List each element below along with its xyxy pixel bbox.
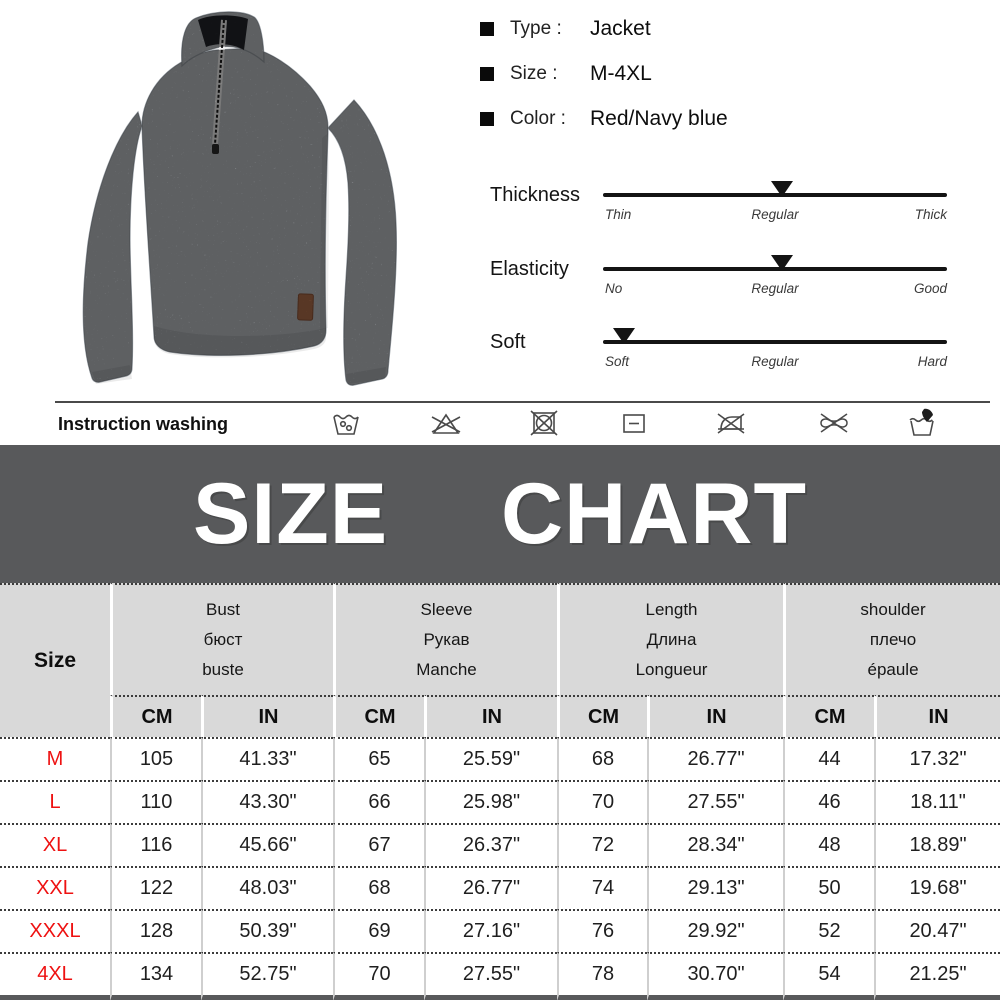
scale-track bbox=[603, 267, 947, 271]
attribute-value: Jacket bbox=[590, 16, 651, 40]
size-cell: M bbox=[0, 737, 110, 780]
scale-right-label: Good bbox=[913, 281, 947, 296]
scale-left-label: Soft bbox=[605, 354, 630, 369]
scale-name: Soft bbox=[490, 331, 526, 353]
table-row bbox=[0, 909, 1000, 952]
unit-header-row bbox=[0, 695, 1000, 737]
measurement-cell: 69 bbox=[333, 909, 424, 952]
measurement-cell: 78 bbox=[557, 952, 647, 1000]
header-en: Bust bbox=[205, 600, 241, 619]
size-cell: XL bbox=[0, 823, 110, 866]
attribute-type bbox=[480, 6, 1000, 51]
measurement-cell: 72 bbox=[557, 823, 647, 866]
attribute-size bbox=[480, 51, 1000, 96]
horizontal-divider bbox=[55, 401, 990, 403]
attribute-color bbox=[480, 96, 1000, 141]
table-row bbox=[0, 780, 1000, 823]
measurement-cell: 46 bbox=[783, 780, 874, 823]
scale-name: Thickness bbox=[490, 184, 581, 206]
soft-scale bbox=[480, 310, 1000, 382]
measurement-cell: 18.11" bbox=[874, 780, 1000, 823]
header-fr: épaule bbox=[867, 660, 919, 679]
dry-flat-icon bbox=[618, 406, 650, 440]
scale-right-label: Hard bbox=[917, 354, 947, 369]
unit-header: CM bbox=[110, 695, 201, 737]
washing-instructions-label: Instruction washing bbox=[58, 414, 229, 434]
hand-wash-icon bbox=[906, 406, 938, 440]
header-ru: бюст bbox=[203, 630, 243, 649]
measurement-cell: 26.77" bbox=[424, 866, 557, 909]
measurement-cell: 26.37" bbox=[424, 823, 557, 866]
attribute-value: Red/Navy blue bbox=[590, 106, 728, 130]
table-row bbox=[0, 823, 1000, 866]
product-photo bbox=[30, 8, 470, 400]
measurement-cell: 70 bbox=[333, 952, 424, 1000]
measurement-cell: 128 bbox=[110, 909, 201, 952]
table-row bbox=[0, 866, 1000, 909]
measurement-cell: 43.30" bbox=[201, 780, 333, 823]
header-fr: buste bbox=[202, 660, 244, 679]
sleeve-header bbox=[333, 583, 557, 695]
scale-track bbox=[603, 193, 947, 197]
unit-header: IN bbox=[874, 695, 1000, 737]
size-cell: XXXL bbox=[0, 909, 110, 952]
measurement-cell: 122 bbox=[110, 866, 201, 909]
measurement-cell: 105 bbox=[110, 737, 201, 780]
measurement-cell: 74 bbox=[557, 866, 647, 909]
measurement-cell: 25.59" bbox=[424, 737, 557, 780]
square-bullet-icon bbox=[480, 22, 494, 36]
scale-center-label: Regular bbox=[751, 354, 799, 369]
measurement-cell: 28.34" bbox=[647, 823, 783, 866]
scale-marker-icon bbox=[771, 255, 793, 271]
measurement-cell: 27.16" bbox=[424, 909, 557, 952]
do-not-iron-icon bbox=[715, 406, 747, 440]
do-not-tumble-dry-icon bbox=[528, 406, 560, 440]
shoulder-header bbox=[783, 583, 1000, 695]
measurement-cell: 66 bbox=[333, 780, 424, 823]
measurement-cell: 54 bbox=[783, 952, 874, 1000]
length-header bbox=[557, 583, 783, 695]
size-corner-header: Size bbox=[0, 583, 110, 737]
measurement-cell: 76 bbox=[557, 909, 647, 952]
measurement-cell: 110 bbox=[110, 780, 201, 823]
size-chart-title: SIZE CHART bbox=[193, 465, 807, 562]
unit-header: CM bbox=[557, 695, 647, 737]
measurement-cell: 20.47" bbox=[874, 909, 1000, 952]
size-cell: 4XL bbox=[0, 952, 110, 1000]
measurement-cell: 50.39" bbox=[201, 909, 333, 952]
attribute-label: Color : bbox=[510, 107, 566, 129]
attribute-label: Size : bbox=[510, 62, 558, 84]
scale-labels bbox=[603, 281, 947, 299]
scale-labels bbox=[603, 207, 947, 225]
measurement-cell: 27.55" bbox=[424, 952, 557, 1000]
measurement-cell: 27.55" bbox=[647, 780, 783, 823]
scale-track bbox=[603, 340, 947, 344]
measurement-cell: 134 bbox=[110, 952, 201, 1000]
unit-header: CM bbox=[333, 695, 424, 737]
measurement-cell: 25.98" bbox=[424, 780, 557, 823]
measurement-cell: 30.70" bbox=[647, 952, 783, 1000]
size-chart-banner bbox=[0, 445, 1000, 583]
square-bullet-icon bbox=[480, 112, 494, 126]
unit-header: IN bbox=[647, 695, 783, 737]
measurement-cell: 70 bbox=[557, 780, 647, 823]
measurement-cell: 17.32" bbox=[874, 737, 1000, 780]
measurement-cell: 116 bbox=[110, 823, 201, 866]
measurement-cell: 44 bbox=[783, 737, 874, 780]
do-not-wring-icon bbox=[818, 406, 850, 440]
machine-wash-icon bbox=[330, 406, 362, 440]
header-en: shoulder bbox=[860, 600, 926, 619]
measurement-cell: 29.13" bbox=[647, 866, 783, 909]
measurement-cell: 41.33" bbox=[201, 737, 333, 780]
scale-left-label: No bbox=[605, 281, 623, 296]
scale-name: Elasticity bbox=[490, 258, 569, 280]
elasticity-scale bbox=[480, 237, 1000, 309]
measurement-cell: 26.77" bbox=[647, 737, 783, 780]
header-ru: плечо bbox=[869, 630, 917, 649]
size-chart-table bbox=[0, 583, 1000, 1000]
measurement-cell: 18.89" bbox=[874, 823, 1000, 866]
measurement-cell: 65 bbox=[333, 737, 424, 780]
scale-left-label: Thin bbox=[605, 207, 632, 222]
measurement-cell: 67 bbox=[333, 823, 424, 866]
measurement-cell: 50 bbox=[783, 866, 874, 909]
measurement-cell: 21.25" bbox=[874, 952, 1000, 1000]
scale-center-label: Regular bbox=[751, 207, 799, 222]
bust-header bbox=[110, 583, 333, 695]
jacket-illustration bbox=[30, 8, 470, 400]
header-fr: Manche bbox=[416, 660, 477, 679]
scale-center-label: Regular bbox=[751, 281, 799, 296]
attribute-value: M-4XL bbox=[590, 61, 652, 85]
scale-labels bbox=[603, 354, 947, 372]
unit-header: IN bbox=[201, 695, 333, 737]
table-row bbox=[0, 952, 1000, 1000]
product-attributes bbox=[480, 6, 1000, 141]
size-cell: L bbox=[0, 780, 110, 823]
attribute-label: Type : bbox=[510, 17, 562, 39]
measurement-cell: 48 bbox=[783, 823, 874, 866]
measurement-cell: 19.68" bbox=[874, 866, 1000, 909]
thickness-scale bbox=[480, 163, 1000, 235]
header-en: Sleeve bbox=[420, 600, 473, 619]
measurement-cell: 68 bbox=[557, 737, 647, 780]
measurement-cell: 52 bbox=[783, 909, 874, 952]
header-ru: Длина bbox=[646, 630, 697, 649]
measurement-cell: 48.03" bbox=[201, 866, 333, 909]
header-ru: Рукав bbox=[423, 630, 470, 649]
size-cell: XXL bbox=[0, 866, 110, 909]
unit-header: CM bbox=[783, 695, 874, 737]
measurement-cell: 68 bbox=[333, 866, 424, 909]
group-header-row bbox=[0, 583, 1000, 695]
scale-marker-icon bbox=[613, 328, 635, 344]
measurement-cell: 52.75" bbox=[201, 952, 333, 1000]
do-not-bleach-icon bbox=[430, 406, 462, 440]
table-row bbox=[0, 737, 1000, 780]
scale-marker-icon bbox=[771, 181, 793, 197]
header-en: Length bbox=[645, 600, 698, 619]
measurement-cell: 45.66" bbox=[201, 823, 333, 866]
header-fr: Longueur bbox=[635, 660, 708, 679]
measurement-cell: 29.92" bbox=[647, 909, 783, 952]
square-bullet-icon bbox=[480, 67, 494, 81]
unit-header: IN bbox=[424, 695, 557, 737]
scale-right-label: Thick bbox=[914, 207, 947, 222]
